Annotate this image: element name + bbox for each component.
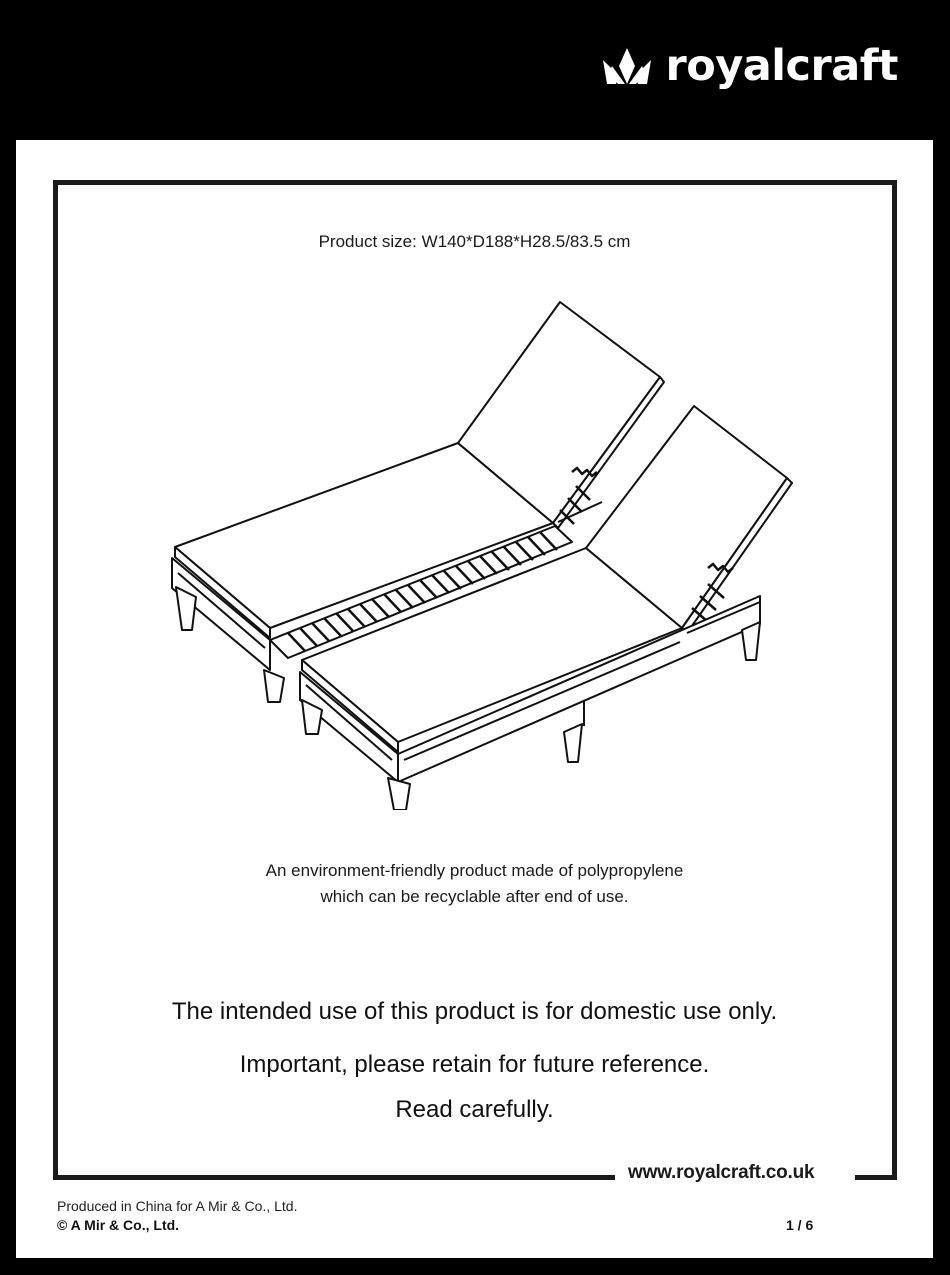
- page-number: 1 / 6: [786, 1217, 814, 1233]
- retain-notice: Important, please retain for future reference.: [239, 1051, 710, 1078]
- frame-divider-left: [53, 1175, 615, 1180]
- frame-divider-right: [855, 1175, 897, 1180]
- brand-logo: [603, 42, 898, 90]
- crown-icon: [603, 46, 651, 86]
- sun-loungers-illustration: [160, 290, 800, 810]
- domestic-use-notice: The intended use of this product is for domestic use only.: [171, 998, 778, 1025]
- website-link[interactable]: www.royalcraft.co.uk: [628, 1162, 815, 1183]
- brand-name: royalcraft: [665, 41, 898, 91]
- copyright-text: © A Mir & Co., Ltd.: [57, 1217, 180, 1233]
- eco-line-2: which can be recyclable after end of use.: [320, 887, 629, 906]
- read-carefully-notice: Read carefully.: [395, 1096, 554, 1123]
- eco-line-1: An environment-friendly product made of polypropylene: [265, 861, 684, 880]
- product-size-text: Product size: W140*D188*H28.5/83.5 cm: [318, 232, 631, 251]
- produced-in-text: Produced in China for A Mir & Co., Ltd.: [57, 1198, 298, 1214]
- manual-page: [16, 140, 933, 1258]
- eco-statement: [16, 858, 933, 910]
- header-bar: [0, 0, 950, 140]
